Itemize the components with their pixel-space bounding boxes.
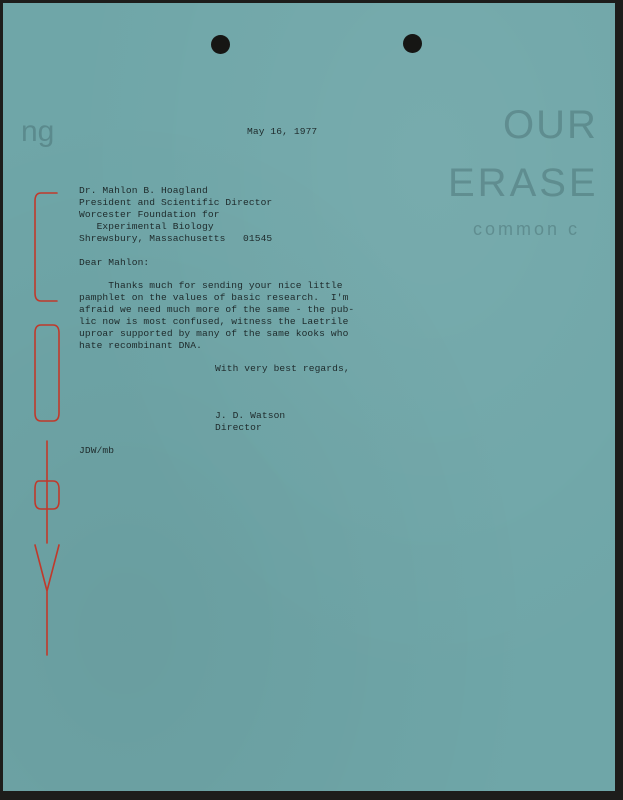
show-through-text-2: ERASE [448,161,599,205]
stamp-letter-o [35,325,59,421]
stamp-letter-p [35,441,59,543]
stamp-letter-y [35,545,59,655]
recipient-line: Worcester Foundation for [79,209,220,220]
copy-stamp [27,191,67,659]
closing: With very best regards, [215,363,350,374]
salutation: Dear Mahlon: [79,257,150,268]
punch-hole-right [403,34,422,53]
recipient-line: President and Scientific Director [79,197,273,208]
punch-hole-left [211,35,230,54]
body-line: lic now is most confused, witness the Laetrile [79,316,349,327]
letter-page [3,3,615,791]
recipient-line: Experimental Biology [79,221,214,232]
body-line: afraid we need much more of the same - the pub- [79,304,355,315]
body-line: Thanks much for sending your nice little [79,280,343,291]
body-line: uproar supported by many of the same kooks who [79,328,349,339]
body-line: pamphlet on the values of basic research. I'm [79,292,349,303]
recipient-line: Dr. Mahlon B. Hoagland [79,185,208,196]
show-through-text-1: OUR [503,103,598,147]
show-through-text-4: ng [21,115,55,148]
recipient-line: Shrewsbury, Massachusetts 01545 [79,233,273,244]
signer-name: J. D. Watson [215,410,286,421]
stamp-letter-c [35,193,57,301]
show-through-text-3: common c [473,219,581,239]
typist-initials: JDW/mb [79,445,115,456]
body-line: hate recombinant DNA. [79,340,203,351]
letter-date: May 16, 1977 [247,126,318,137]
signer-title: Director [215,422,262,433]
